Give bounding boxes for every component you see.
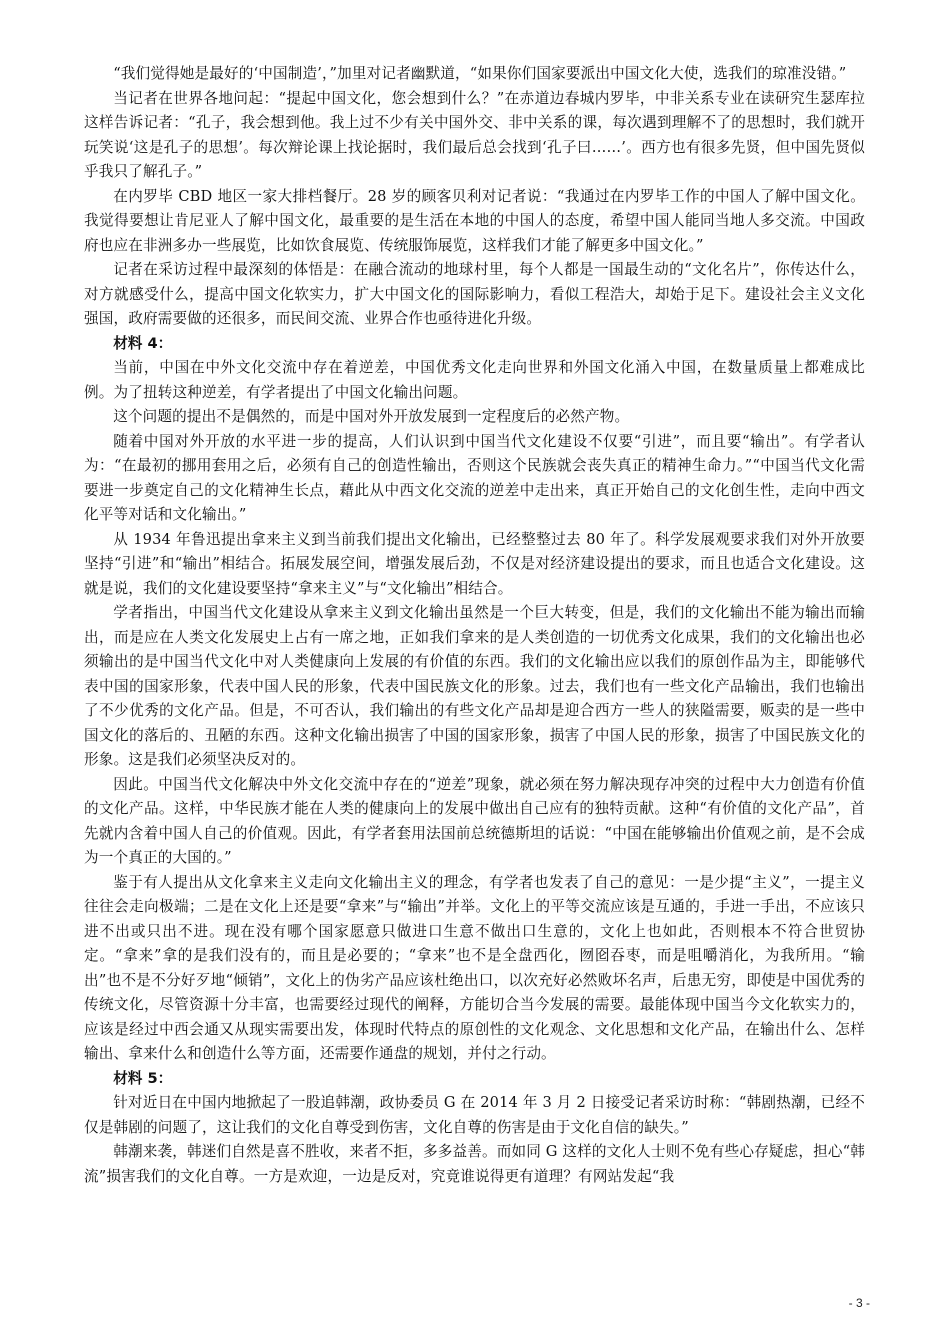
paragraph: 因此。中国当代文化解决中外文化交流中存在的“逆差”现象，就必须在努力解决现存冲突的过程中大力创造有价值的文化产品。这样，中华民族才能在人类的健康向上的发展中做出自己应有的独特贡献。这种“有价值的文化产品”，首先就内含着中国人自己的价值观。因此，有学者套用法国前总统德斯坦的话说：“中国在能够输出价值观之前，是不会成为一个真正的大国的。” [84,775,865,866]
paragraph: “我们觉得她是最好的‘中国制造’，”加里对记者幽默道，“如果你们国家要派出中国文化大使，选我们的琼准没错。” [113,65,847,82]
paragraph: 在内罗毕 CBD 地区一家大排档餐厅。28 岁的顾客贝利对记者说：“我通过在内罗毕工作的中国人了解中国文化。我觉得要想让肯尼亚人了解中国文化，最重要的是生活在本地的中国人的态度，希望中国人能同当地人多交流。中国政府也应在非洲多办一些展览，比如饮食展览、传统服饰展览，这样我们才能了解更多中国文化。” [84,187,865,254]
page-number: - 3 - [848,1296,870,1310]
section-heading: 材料 5： [113,1069,173,1087]
paragraph: 从 1934 年鲁迅提出拿来主义到当前我们提出文化输出，已经整整过去 80 年了。科学发展观要求我们对外开放要坚持“引进”和“输出”相结合。拓展发展空间，增强发展后劲，不仅是对经济建设提出的要求，而且也适合文化建设。这就是说，我们的文化建设要坚持“拿来主义”与“文化输出”相结合。 [84,530,865,597]
paragraph: 当前，中国在中外文化交流中存在着逆差，中国优秀文化走向世界和外国文化涌入中国，在数量质量上都难成比例。为了扭转这种逆差，有学者提出了中国文化输出问题。 [84,359,865,401]
paragraph: 这个问题的提出不是偶然的，而是中国对外开放发展到一定程度后的必然产物。 [113,408,630,425]
paragraph: 随着中国对外开放的水平进一步的提高，人们认识到中国当代文化建设不仅要“引进”，而且要“输出”。有学者认为：“在最初的挪用套用之后，必须有自己的创造性输出，否则这个民族就会丧失真正的精神生命力。”“中国当代文化需要进一步奠定自己的文化精神生长点，藉此从中西文化交流的逆差中走出来，真正开始自己的文化创生性，走向中西文化平等对话和文化输出。” [84,432,865,523]
paragraph: 当记者在世界各地问起：“提起中国文化，您会想到什么？”在赤道边春城内罗毕，中非关系专业在读研究生瑟库拉这样告诉记者：“孔子，我会想到他。我上过不少有关中国外交、非中关系的课，每次遇到理解不了的思想时，我们就开玩笑说‘这是孔子的思想’。每次辩论课上找论据时，我们最后总会找到‘孔子曰……’。西方也有很多先贤，但中国先贤似乎我只了解孔子。” [84,89,865,180]
paragraph: 鉴于有人提出从文化拿来主义走向文化输出主义的理念，有学者也发表了自己的意见：一是少提“主义”，一提主义往往会走向极端；二是在文化上还是要“拿来”与“输出”并举。文化上的平等交流应该是互通的，手进一手出，不应该只进不出或只出不进。现在没有哪个国家愿意只做进口生意不做出口生意的，文化上也如此，否则根本不符合世贸协定。“拿来”拿的是我们没有的，而且是必要的；“拿来”也不是全盘西化，囫囵吞枣，而是咀嚼消化，为我所用。“输出”也不是不分好歹地“倾销”，文化上的伪劣产品应该杜绝出口，以次充好必然败坏名声，后患无穷，即使是中国优秀的传统文化，尽管资源十分丰富，也需要经过现代的阐释，方能切合当今发展的需要。最能体现中国当今文化软实力的，应该是经过中西会通又从现实需要出发，体现时代特点的原创性的文化观念、文化思想和文化产品，在输出什么、怎样输出、拿来什么和创造什么等方面，还需要作通盘的规划，并付之行动。 [84,873,865,1062]
section-heading: 材料 4： [113,334,173,352]
paragraph: 针对近日在中国内地掀起了一股追韩潮，政协委员 G 在 2014 年 3 月 2 日接受记者采访时称：“韩剧热潮，已经不仅是韩剧的问题了，这让我们的文化自尊受到伤害，文化自尊的伤害是由于文化自信的缺失。” [84,1094,865,1136]
paragraph: 记者在采访过程中最深刻的体悟是：在融合流动的地球村里，每个人都是一国最生动的“文化名片”，你传达什么，对方就感受什么，提高中国文化软实力，扩大中国文化的国际影响力，看似工程浩大，却始于足下。建设社会主义文化强国，政府需要做的还很多，而民间交流、业界合作也亟待进化升级。 [84,261,865,327]
document-body [84,62,865,1189]
paragraph: 学者指出，中国当代文化建设从拿来主义到文化输出虽然是一个巨大转变，但是，我们的文化输出不能为输出而输出，而是应在人类文化发展史上占有一席之地，正如我们拿来的是人类创造的一切优秀文化成果，我们的文化输出也必须输出的是中国当代文化中对人类健康向上发展的有价值的东西。我们的文化输出应以我们的原创作品为主，即能够代表中国的国家形象，代表中国人民的形象，代表中国民族文化的形象。过去，我们也有一些文化产品输出，我们也输出了不少优秀的文化产品。但是，不可否认，我们输出的有些文化产品却是迎合西方一些人的狭隘需要，贩卖的是一些中国文化的落后的、丑陋的东西。这种文化输出损害了中国的国家形象，损害了中国人民的形象，损害了中国民族文化的形象。这是我们必须坚决反对的。 [84,604,865,768]
paragraph: 韩潮来袭，韩迷们自然是喜不胜收，来者不拒，多多益善。而如同 G 这样的文化人士则不免有些心存疑虑，担心“韩流”损害我们的文化自尊。一方是欢迎，一边是反对，究竟谁说得更有道理？有网站发起“我 [84,1143,865,1185]
